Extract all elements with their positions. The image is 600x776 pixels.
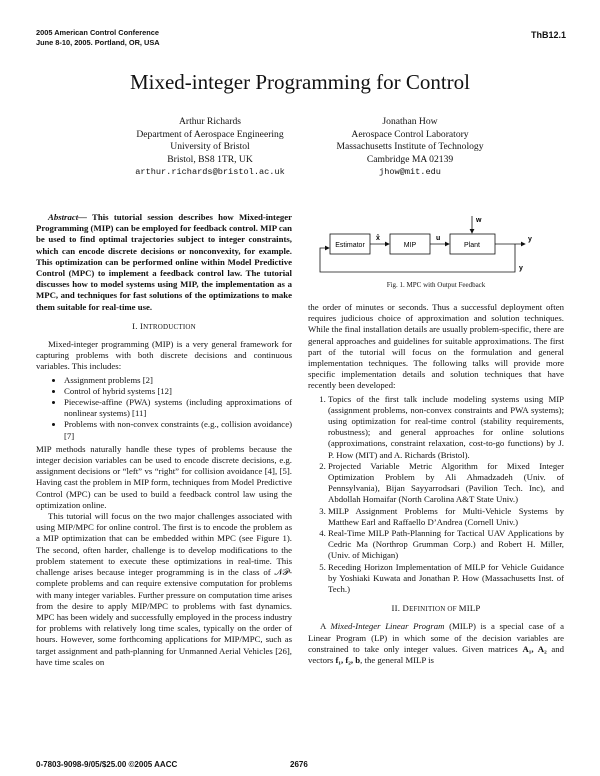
author-email: jhow@mit.edu xyxy=(379,167,441,178)
abstract-text: — This tutorial session describes how Mixed-integer Programming (MIP) can be employed for feedback control. MIP can be used to find optimal trajectories subject to integer constraints, which can encode discrete decisions or nonconvexity, for example. This optimization can be performed online within Model Predictive Control (MPC) to implement a feedback control law. The tutorial discusses how to model systems using MIP, the implementation as a MPC, and techniques for fast solutions of the optimizations to make them suitable for real-time use. xyxy=(36,212,292,312)
list-item: 5. Receding Horizon Implementation of MILP for Vehicle Guidance by Yoshiaki Kuwata and Jonathan P. How (Massachusetts Inst. of Tech.) xyxy=(328,562,564,596)
matrix-symbols: A₁, A₂ xyxy=(522,643,547,654)
author-organization: Massachusetts Institute of Technology xyxy=(336,141,484,153)
mip-label: MIP xyxy=(403,242,417,249)
author-department: Department of Aerospace Engineering xyxy=(136,128,284,140)
list-item: • Control of hybrid systems [12] xyxy=(64,386,292,397)
figure-caption: Fig. 1. MPC with Output Feedback xyxy=(386,281,486,289)
signal-ymeas-label: y xyxy=(519,265,523,272)
author-block xyxy=(300,116,520,179)
vector-symbols: f₁, f₂, b xyxy=(335,655,361,666)
numbered-list xyxy=(308,394,564,596)
list-item: 2. Projected Variable Metric Algorithm for Mixed Integer Optimization Problem by Ali Ahmadzadeh (Univ. of Pennsylvania), Bijan Sayyarrodsari (Pavilion Tech. Inc), and Abdollah Homaifar (North Carolina A&T State Univ.) xyxy=(328,461,564,506)
left-column xyxy=(36,212,292,668)
author-address: Cambridge MA 02139 xyxy=(366,153,454,165)
estimator-label: Estimator xyxy=(335,242,365,249)
footer-isbn: 0-7803-9098-9/05/$25.00 ©2005 AACC xyxy=(36,760,178,769)
paragraph: Mixed-integer programming (MIP) is a very general framework for capturing problems with both discrete decisions and continuous variables. This includes: xyxy=(36,339,292,372)
signal-y-label: y xyxy=(528,236,532,243)
np-symbol: 𝒩𝒫 xyxy=(274,567,290,578)
author-email: arthur.richards@bristol.ac.uk xyxy=(135,167,285,178)
author-block xyxy=(100,116,320,179)
list-item: 3. MILP Assignment Problems for Multi-Vehicle Systems by Matthew Earl and Raffaello D’Andrea (Cornell Univ.) xyxy=(328,506,564,528)
bullet-list xyxy=(36,375,292,442)
author-organization: University of Bristol xyxy=(170,141,250,153)
list-item: 1. Topics of the first talk include modeling systems using MIP (assignment problems, non-convex constraints and PWA systems); using optimization for real-time control (stability requirements, robustness); and general approaches for online solutions (approximations, constraint relaxation, cost-to-go functions) by J. P. How (MIT) and A. Richards (Bristol). xyxy=(328,394,564,461)
abstract-label: Abstract xyxy=(48,212,79,222)
author-address: Bristol, BS8 1TR, UK xyxy=(167,153,253,165)
paragraph: the order of minutes or seconds. Thus a successful deployment often requires judicious choice of approximation and solution techniques. While the final installation details are usually problem-specific, there are general approaches and guidelines for suitable approximations. The first part of the tutorial will focus on the formulation and general implementation techniques. The following talks will provide more specific implementation details and solution techniques that have recently been developed: xyxy=(308,302,564,391)
page-number: 2676 xyxy=(290,760,308,769)
paragraph: MIP methods naturally handle these types of problems because the integer decision variables can be used to encode discrete decisions, e.g. assignment decisions or “left” vs “right” for collision avoidance [4], [5]. Having cast the problem in MIP form, techniques from Model Predictive Control (MPC) can be used to build a feedback control law using the optimization online. xyxy=(36,443,292,510)
paragraph: A Mixed-Integer Linear Program (MILP) is a special case of a Linear Program (LP) in which some of the decision variables are constrained to take only integer values. Given matrices A₁, A₂ and vectors f₁, f₂, b, the general MILP is xyxy=(308,621,565,666)
conference-header xyxy=(36,28,160,47)
paragraph: This tutorial will focus on the two major challenges associated with using MIP/MPC for online control. The first is to encode the problem as a MIP optimization that can be embedded within MPC (see Figure 1). The second, often harder, challenge is to develop modifications to the problem statement to execute these optimizations in real-time. This challenge arises because integer programming is in the class of 𝒩𝒫-complete problems and can require extensive computation for problems with many integer variables. Further pressure on computation time arises from the desire to apply MIP/MPC to problems with fast dynamics. MPC has been widely and successfully employed in the process industry for problems with relatively long time scales, typically on the order of hours. However, some forthcoming applications for MIP/MPC, such as target assignment and path-planning for Unmanned Aerial Vehicles [26], have time scales on xyxy=(36,511,292,667)
session-code: ThB12.1 xyxy=(530,30,566,40)
list-item: • Problems with non-convex constraints (e.g., collision avoidance) [7] xyxy=(64,419,292,441)
signal-w-label: w xyxy=(476,217,482,224)
list-item: • Piecewise-affine (PWA) systems (including approximations of nonlinear systems) [11] xyxy=(64,397,292,419)
abstract xyxy=(36,212,292,313)
conference-date-location: June 8-10, 2005. Portland, OR, USA xyxy=(36,37,160,47)
right-column xyxy=(308,302,564,666)
author-name: Arthur Richards xyxy=(178,116,242,127)
plant-label: Plant xyxy=(464,242,480,249)
signal-u-label: u xyxy=(436,235,441,242)
list-item: • Assignment problems [2] xyxy=(64,375,292,386)
paper-title: Mixed-integer Programming for Control xyxy=(129,70,471,94)
section-heading-introduction: I. INTRODUCTION xyxy=(132,320,196,331)
author-name: Jonathan How xyxy=(382,116,438,127)
section-heading-definition: II. DEFINITION OF MILP xyxy=(391,603,481,614)
author-department: Aerospace Control Laboratory xyxy=(351,128,469,140)
signal-xhat-label: x̂ xyxy=(376,235,380,242)
conference-name: 2005 American Control Conference xyxy=(36,28,159,37)
list-item: 4. Real-Time MILP Path-Planning for Tactical UAV Applications by Cedric Ma (Northrop Grumman Corp.) and Robert H. Miller, (Univ. of Michigan) xyxy=(328,528,564,562)
